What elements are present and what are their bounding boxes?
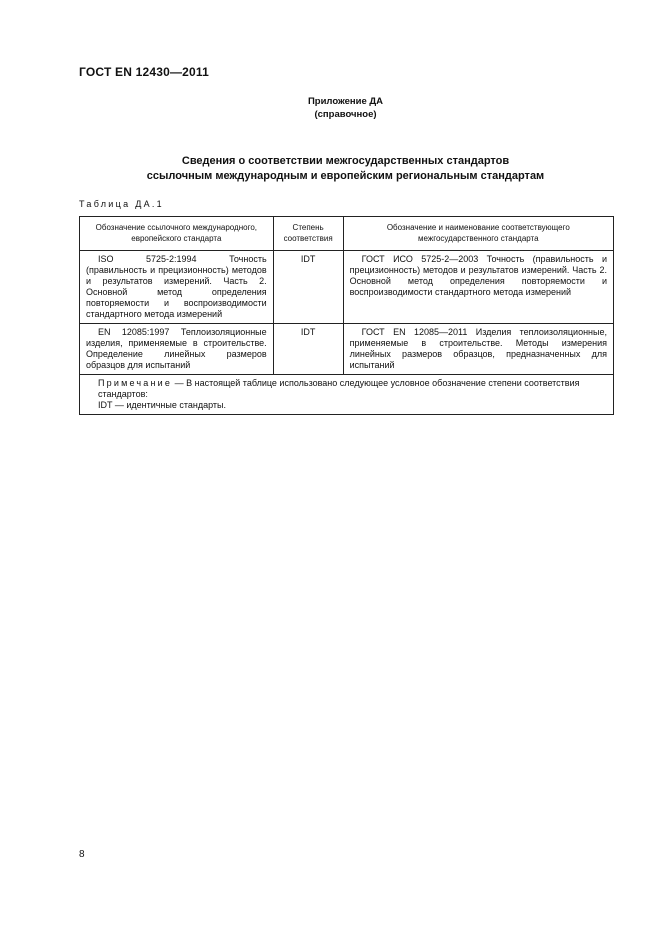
note-label: Примечание <box>98 378 173 388</box>
section-title <box>0 154 661 184</box>
table-header-row <box>80 217 614 251</box>
section-title-line-2: ссылочным международным и европейским региональным стандартам <box>146 170 545 182</box>
cell-national-standard: ГОСТ EN 12085—2011 Изделия теплоизоляционные, применяемые в строительстве. Методы измерения линейных размеров образцов, предназначенных для испытаний <box>343 324 613 375</box>
cell-degree: IDT <box>273 324 343 375</box>
header-degree: Степень соответствия <box>273 217 343 251</box>
table-note <box>80 375 614 415</box>
table-row <box>80 324 614 375</box>
cell-degree: IDT <box>273 251 343 324</box>
header-national-standard: Обозначение и наименование соответствующего межгосударственного стандарта <box>343 217 613 251</box>
annex-kind: (справочное) <box>314 109 377 120</box>
annex-heading <box>0 95 661 121</box>
document-code: ГОСТ EN 12430—2011 <box>79 65 210 79</box>
cell-ref-standard: ISO 5725-2:1994 Точность (правильность и прецизионность) методов и результатов измерений. Часть 2. Основной метод определения повторяемости и воспроизводимости стандартного метода измерений <box>80 251 274 324</box>
correspondence-table <box>79 216 614 415</box>
note-item: IDT — идентичные стандарты. <box>98 400 227 410</box>
table-caption: Таблица ДА.1 <box>79 199 164 209</box>
table-row <box>80 251 614 324</box>
cell-ref-standard: EN 12085:1997 Теплоизоляционные изделия, применяемые в строительстве. Определение линейных размеров образцов для испытаний <box>80 324 274 375</box>
note-text: — В настоящей таблице использовано следующее условное обозначение степени соответствия стандартов: <box>98 378 580 399</box>
page-number: 8 <box>79 849 85 860</box>
header-ref-standard: Обозначение ссылочного международного, европейского стандарта <box>80 217 274 251</box>
annex-title: Приложение ДА <box>307 96 384 107</box>
cell-national-standard: ГОСТ ИСО 5725-2—2003 Точность (правильность и прецизионность) методов и результатов измерений. Часть 2. Основной метод определения повторяемости и воспроизводимости стандартного метода измерений <box>343 251 613 324</box>
section-title-line-1: Сведения о соответствии межгосударственных стандартов <box>181 155 510 167</box>
table-note-row <box>80 375 614 415</box>
